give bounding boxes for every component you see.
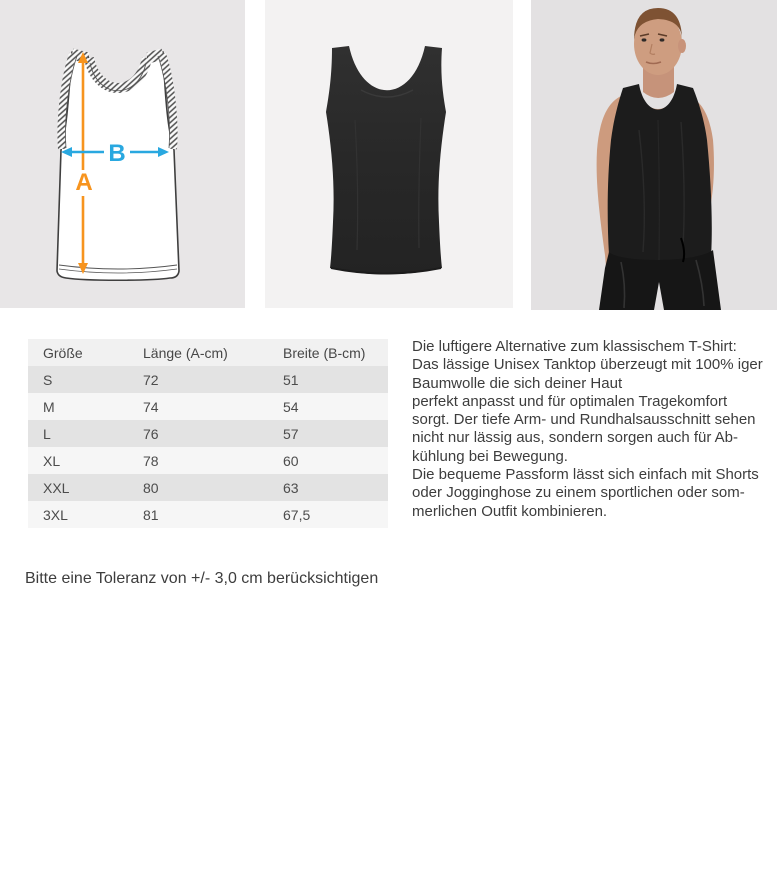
size-cell: 3XL — [43, 506, 68, 523]
measure-label-b: B — [108, 140, 126, 167]
description-line: oder Jogginghose zu einem sportlichen oder som- — [412, 484, 745, 502]
model-figure — [597, 8, 721, 310]
breite-cell: 51 — [283, 371, 299, 388]
table-row — [28, 420, 388, 447]
size-diagram-image[interactable] — [0, 0, 245, 308]
tank-top-measurement-drawing — [0, 0, 245, 308]
laenge-cell: 72 — [143, 371, 159, 388]
breite-cell: 54 — [283, 398, 299, 415]
model-wearing-tank-top — [531, 0, 777, 310]
description-line: Das lässige Unisex Tanktop überzeugt mit 100% iger — [412, 356, 763, 374]
size-cell: L — [43, 425, 51, 442]
breite-cell: 67,5 — [283, 506, 311, 523]
size-cell: XL — [43, 452, 61, 469]
size-table-header-groesse: Größe — [43, 344, 83, 361]
tolerance-note: Bitte eine Toleranz von +/- 3,0 cm berücksichtigen — [25, 570, 379, 587]
size-table — [28, 339, 388, 528]
laenge-cell: 81 — [143, 506, 159, 523]
measure-label-a: A — [75, 169, 93, 196]
product-photo-image[interactable] — [265, 0, 513, 308]
table-row — [28, 474, 388, 501]
laenge-cell: 74 — [143, 398, 159, 415]
size-table-header-row — [28, 339, 388, 366]
laenge-cell: 78 — [143, 452, 159, 469]
model-photo-image[interactable] — [531, 0, 777, 310]
product-description — [412, 338, 763, 521]
table-row — [28, 447, 388, 474]
breite-cell: 63 — [283, 479, 299, 496]
size-table-header-laenge: Länge (A-cm) — [143, 344, 228, 361]
breite-cell: 60 — [283, 452, 299, 469]
size-cell: XXL — [43, 479, 70, 496]
table-row — [28, 366, 388, 393]
description-line: nicht nur lässig aus, sondern sorgen auch für Ab- — [412, 429, 739, 447]
description-line: kühlung bei Bewegung. — [412, 447, 568, 465]
description-line: Baumwolle die sich deiner Haut — [412, 374, 623, 392]
size-cell: M — [43, 398, 55, 415]
description-line: Die luftigere Alternative zum klassischem T-Shirt: — [412, 338, 737, 355]
black-tank-top-photo — [265, 0, 513, 308]
laenge-cell: 76 — [143, 425, 159, 442]
description-line: merlichen Outfit kombinieren. — [412, 502, 608, 520]
breite-cell: 57 — [283, 425, 299, 442]
laenge-cell: 80 — [143, 479, 159, 496]
description-line: perfekt anpasst und für optimalen Tragekomfort — [412, 392, 728, 410]
description-line: Die bequeme Passform lässt sich einfach mit Shorts — [412, 466, 759, 484]
tank-top-shape — [326, 46, 446, 275]
table-row — [28, 393, 388, 420]
size-cell: S — [43, 371, 53, 388]
size-table-header-breite: Breite (B-cm) — [283, 344, 366, 361]
table-row — [28, 501, 388, 528]
description-line: sorgt. Der tiefe Arm- und Rundhalsausschnitt sehen — [412, 411, 756, 429]
